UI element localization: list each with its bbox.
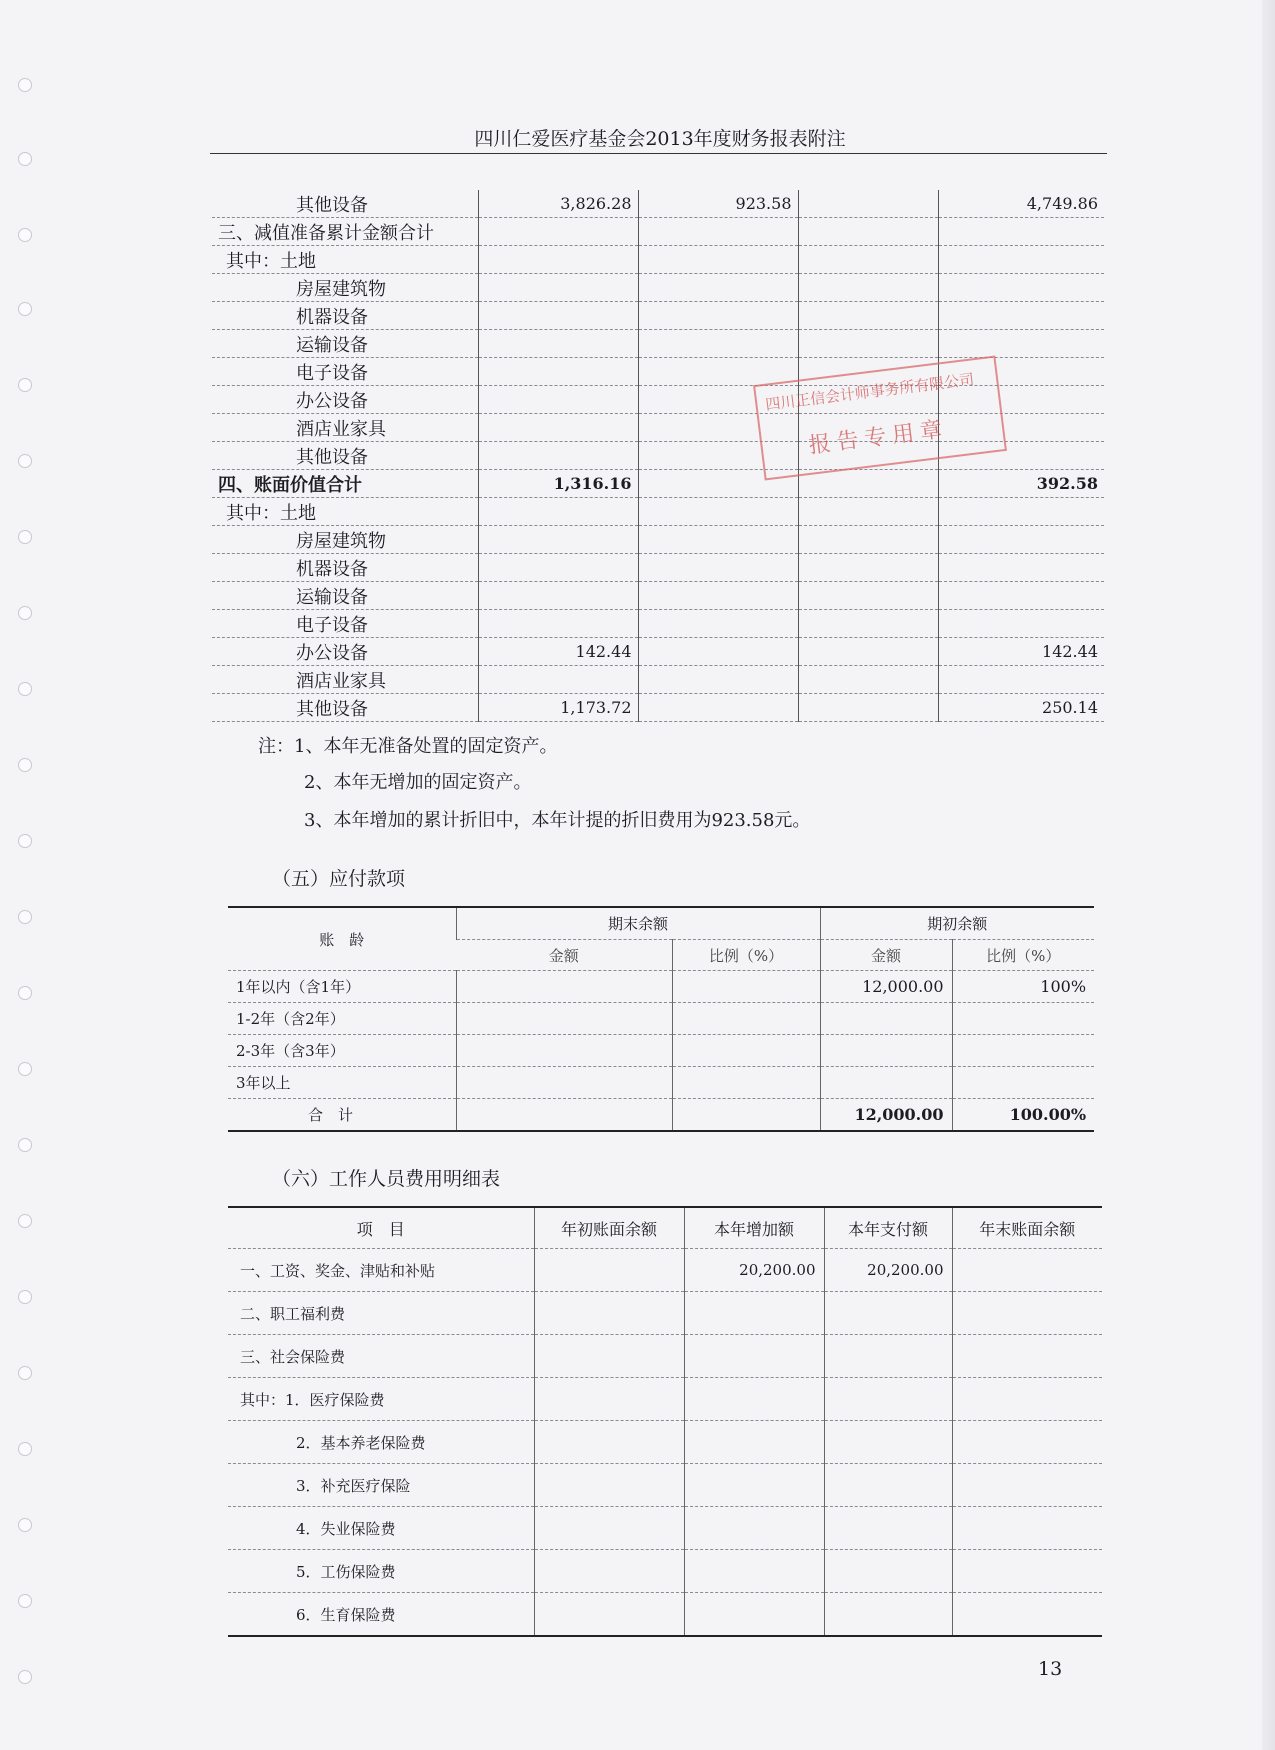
header-ratio: 比例（%）	[672, 940, 820, 971]
row-label: 房屋建筑物	[212, 526, 478, 554]
table-row	[228, 1035, 1094, 1067]
age-label: 1-2年（含2年）	[228, 1003, 456, 1035]
cell-value	[938, 302, 1104, 330]
table-row	[212, 330, 1104, 358]
cell-value	[638, 218, 798, 246]
table-row	[228, 1003, 1094, 1035]
cell-value	[478, 666, 638, 694]
binder-hole	[18, 152, 32, 166]
binder-hole	[18, 78, 32, 92]
cell-value	[684, 1507, 824, 1550]
cell-value	[684, 1464, 824, 1507]
cell-value	[478, 554, 638, 582]
cell-value	[672, 1003, 820, 1035]
cell-value	[534, 1292, 684, 1335]
cell-value	[534, 1593, 684, 1637]
cell-value	[478, 526, 638, 554]
cell-value	[820, 1003, 952, 1035]
age-label: 2-3年（含3年）	[228, 1035, 456, 1067]
binder-hole	[18, 758, 32, 772]
cell-value	[824, 1464, 952, 1507]
cell-value	[798, 498, 938, 526]
binder-hole	[18, 302, 32, 316]
cell-value	[478, 610, 638, 638]
cell-value	[638, 638, 798, 666]
row-label: 电子设备	[212, 358, 478, 386]
cell-value	[534, 1335, 684, 1378]
table-row	[228, 1249, 1102, 1292]
cell-value	[824, 1421, 952, 1464]
table-row	[228, 1067, 1094, 1099]
fixed-assets-table	[212, 190, 1104, 722]
cell-value	[798, 190, 938, 218]
table-row	[228, 1464, 1102, 1507]
cell-value	[820, 1067, 952, 1099]
cell-value	[478, 358, 638, 386]
item-label: 5．工伤保险费	[228, 1550, 534, 1593]
row-label: 其中：土地	[212, 246, 478, 274]
row-label: 其中：土地	[212, 498, 478, 526]
note-line: 2、本年无增加的固定资产。	[304, 772, 532, 793]
cell-value	[952, 1550, 1102, 1593]
cell-value: 4,749.86	[938, 190, 1104, 218]
cell-value	[456, 1035, 672, 1067]
row-label: 电子设备	[212, 610, 478, 638]
cell-value	[638, 246, 798, 274]
table-row	[228, 1335, 1102, 1378]
binder-hole	[18, 1670, 32, 1684]
cell-value	[798, 610, 938, 638]
table-header-row	[228, 1207, 1102, 1249]
binder-hole	[18, 1062, 32, 1076]
table-row	[228, 1378, 1102, 1421]
header-closing-balance: 年末账面余额	[952, 1207, 1102, 1249]
cell-value	[478, 414, 638, 442]
page-edge	[1262, 0, 1275, 1750]
table-row	[212, 274, 1104, 302]
item-label: 三、社会保险费	[228, 1335, 534, 1378]
total-value	[672, 1099, 820, 1132]
cell-value	[684, 1378, 824, 1421]
cell-value: 392.58	[938, 470, 1104, 498]
row-label: 酒店业家具	[212, 666, 478, 694]
cell-value	[952, 1335, 1102, 1378]
cell-value: 12,000.00	[820, 971, 952, 1003]
cell-value	[478, 330, 638, 358]
table-row	[212, 246, 1104, 274]
cell-value	[684, 1593, 824, 1637]
header-ratio: 比例（%）	[952, 940, 1094, 971]
title-rule	[210, 153, 1107, 154]
binder-hole	[18, 682, 32, 696]
cell-value	[820, 1035, 952, 1067]
cell-value	[534, 1464, 684, 1507]
cell-value	[638, 274, 798, 302]
row-label: 其他设备	[212, 442, 478, 470]
binder-hole	[18, 1290, 32, 1304]
table-row	[212, 638, 1104, 666]
binder-hole	[18, 530, 32, 544]
cell-value	[534, 1507, 684, 1550]
payables-table	[228, 906, 1094, 1132]
cell-value: 923.58	[638, 190, 798, 218]
cell-value	[824, 1335, 952, 1378]
binder-hole	[18, 1442, 32, 1456]
header-increase: 本年增加额	[684, 1207, 824, 1249]
cell-value	[938, 554, 1104, 582]
cell-value	[952, 1593, 1102, 1637]
cell-value	[672, 971, 820, 1003]
binder-hole	[18, 1594, 32, 1608]
row-label: 房屋建筑物	[212, 274, 478, 302]
header-amount: 金额	[456, 940, 672, 971]
cell-value	[824, 1593, 952, 1637]
cell-value	[638, 330, 798, 358]
cell-value	[798, 274, 938, 302]
cell-value: 1,316.16	[478, 470, 638, 498]
header-opening-balance: 年初账面余额	[534, 1207, 684, 1249]
table-row	[212, 302, 1104, 330]
cell-value: 20,200.00	[684, 1249, 824, 1292]
cell-value	[684, 1550, 824, 1593]
cell-value	[798, 554, 938, 582]
cell-value	[672, 1035, 820, 1067]
header-end-balance: 期末余额	[456, 907, 820, 940]
total-row	[228, 1099, 1094, 1132]
age-label: 1年以内（含1年）	[228, 971, 456, 1003]
note-line: 3、本年增加的累计折旧中，本年计提的折旧费用为923.58元。	[304, 810, 811, 831]
cell-value	[952, 1249, 1102, 1292]
row-label: 机器设备	[212, 554, 478, 582]
cell-value	[534, 1550, 684, 1593]
table-row	[212, 190, 1104, 218]
total-value	[456, 1099, 672, 1132]
section-title-staff-costs: （六）工作人员费用明细表	[272, 1168, 501, 1190]
header-payment: 本年支付额	[824, 1207, 952, 1249]
cell-value	[534, 1249, 684, 1292]
item-label: 2．基本养老保险费	[228, 1421, 534, 1464]
total-value: 100.00%	[952, 1099, 1094, 1132]
binder-hole	[18, 378, 32, 392]
cell-value	[952, 1507, 1102, 1550]
table-row	[212, 526, 1104, 554]
cell-value	[478, 386, 638, 414]
cell-value	[478, 218, 638, 246]
table-row	[228, 1593, 1102, 1637]
binder-hole	[18, 1138, 32, 1152]
cell-value	[824, 1378, 952, 1421]
cell-value	[798, 666, 938, 694]
cell-value	[938, 498, 1104, 526]
binder-hole	[18, 910, 32, 924]
row-label: 三、减值准备累计金额合计	[212, 218, 478, 246]
item-label: 4．失业保险费	[228, 1507, 534, 1550]
cell-value	[824, 1292, 952, 1335]
cell-value	[638, 498, 798, 526]
cell-value	[798, 582, 938, 610]
item-label: 二、职工福利费	[228, 1292, 534, 1335]
cell-value	[952, 1067, 1094, 1099]
binder-hole	[18, 834, 32, 848]
cell-value	[478, 498, 638, 526]
header-begin-balance: 期初余额	[820, 907, 1094, 940]
table-row	[212, 498, 1104, 526]
header-amount: 金额	[820, 940, 952, 971]
cell-value	[534, 1421, 684, 1464]
cell-value	[952, 1035, 1094, 1067]
table-row	[212, 694, 1104, 722]
table-row	[228, 1292, 1102, 1335]
cell-value	[638, 302, 798, 330]
cell-value	[938, 246, 1104, 274]
cell-value	[478, 246, 638, 274]
cell-value	[952, 1464, 1102, 1507]
cell-value	[478, 442, 638, 470]
binder-hole	[18, 606, 32, 620]
cell-value	[798, 526, 938, 554]
row-label: 其他设备	[212, 190, 478, 218]
table-row	[212, 582, 1104, 610]
stamp-label: 报告专用章	[807, 416, 950, 459]
binder-hole	[18, 1366, 32, 1380]
staff-costs-table	[228, 1206, 1102, 1637]
row-label: 其他设备	[212, 694, 478, 722]
item-label: 3．补充医疗保险	[228, 1464, 534, 1507]
binder-hole	[18, 1518, 32, 1532]
cell-value	[456, 1067, 672, 1099]
cell-value	[952, 1292, 1102, 1335]
table-row	[212, 610, 1104, 638]
row-label: 四、账面价值合计	[212, 470, 478, 498]
cell-value: 250.14	[938, 694, 1104, 722]
cell-value	[938, 526, 1104, 554]
cell-value	[638, 358, 798, 386]
item-label: 其中：1．医疗保险费	[228, 1378, 534, 1421]
cell-value	[798, 218, 938, 246]
cell-value	[798, 694, 938, 722]
row-label: 运输设备	[212, 330, 478, 358]
note-line: 注：1、本年无准备处置的固定资产。	[258, 736, 558, 757]
cell-value	[638, 526, 798, 554]
binder-hole	[18, 228, 32, 242]
binder-hole	[18, 986, 32, 1000]
cell-value	[684, 1335, 824, 1378]
cell-value	[478, 582, 638, 610]
cell-value: 3,826.28	[478, 190, 638, 218]
stamp-firm-name: 四川正信会计师事务所有限公司	[764, 370, 976, 414]
cell-value	[638, 666, 798, 694]
cell-value	[938, 582, 1104, 610]
cell-value: 100%	[952, 971, 1094, 1003]
cell-value	[672, 1067, 820, 1099]
table-row	[212, 554, 1104, 582]
cell-value	[798, 638, 938, 666]
cell-value: 142.44	[938, 638, 1104, 666]
table-row	[228, 971, 1094, 1003]
table-header-row	[228, 907, 1094, 940]
cell-value	[456, 1003, 672, 1035]
cell-value	[684, 1292, 824, 1335]
binder-hole	[18, 1214, 32, 1228]
cell-value	[638, 610, 798, 638]
age-label: 3年以上	[228, 1067, 456, 1099]
page-number: 13	[1038, 1658, 1063, 1680]
cell-value	[952, 1378, 1102, 1421]
cell-value	[478, 302, 638, 330]
total-value: 12,000.00	[820, 1099, 952, 1132]
cell-value	[952, 1421, 1102, 1464]
total-label: 合 计	[228, 1099, 456, 1132]
table-row	[212, 666, 1104, 694]
document-title: 四川仁爱医疗基金会2013年度财务报表附注	[474, 128, 846, 150]
cell-value	[938, 666, 1104, 694]
table-row	[228, 1550, 1102, 1593]
cell-value	[798, 302, 938, 330]
row-label: 办公设备	[212, 638, 478, 666]
cell-value	[456, 971, 672, 1003]
row-label: 办公设备	[212, 386, 478, 414]
cell-value	[638, 694, 798, 722]
cell-value	[938, 610, 1104, 638]
table-row	[212, 218, 1104, 246]
cell-value: 1,173.72	[478, 694, 638, 722]
cell-value	[938, 330, 1104, 358]
row-label: 酒店业家具	[212, 414, 478, 442]
cell-value	[952, 1003, 1094, 1035]
section-title-payables: （五）应付款项	[272, 868, 406, 890]
header-age: 账 龄	[228, 907, 456, 971]
cell-value	[478, 274, 638, 302]
binder-hole	[18, 454, 32, 468]
cell-value	[938, 274, 1104, 302]
row-label: 运输设备	[212, 582, 478, 610]
cell-value	[938, 218, 1104, 246]
table-row	[228, 1421, 1102, 1464]
cell-value	[798, 330, 938, 358]
table-row	[212, 470, 1104, 498]
cell-value	[534, 1378, 684, 1421]
table-row	[228, 1507, 1102, 1550]
item-label: 一、工资、奖金、津贴和补贴	[228, 1249, 534, 1292]
cell-value	[638, 554, 798, 582]
cell-value	[638, 582, 798, 610]
cell-value: 142.44	[478, 638, 638, 666]
row-label: 机器设备	[212, 302, 478, 330]
header-item: 项 目	[228, 1207, 534, 1249]
cell-value	[798, 246, 938, 274]
cell-value	[824, 1507, 952, 1550]
item-label: 6．生育保险费	[228, 1593, 534, 1637]
cell-value	[824, 1550, 952, 1593]
cell-value	[684, 1421, 824, 1464]
cell-value: 20,200.00	[824, 1249, 952, 1292]
